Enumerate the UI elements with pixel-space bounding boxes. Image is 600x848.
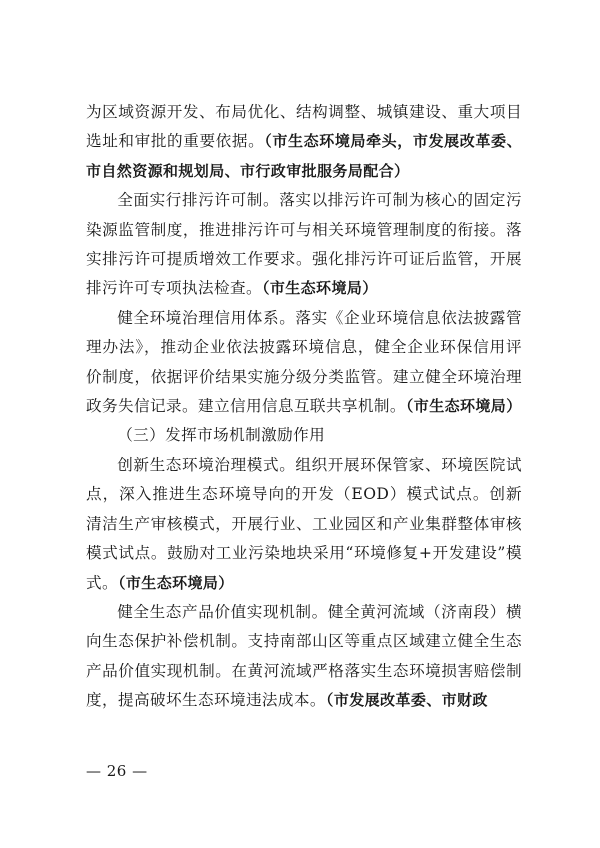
paragraph-2-responsibility: （市生态环境局）: [261, 279, 378, 298]
paragraph-5-text: 健全生态产品价值实现机制。健全黄河流域（济南段）横向生态保护补偿机制。支持南部山区等重点区域建立健全生态产品价值实现机制。在黄河流域严格落实生态环境损害赔偿制度，提高破坏生态环境违法成本。: [86, 602, 522, 710]
paragraph-1-responsibility: （市生态环境局牵头，市发展改革委、市自然资源和规划局、市行政审批服务局配合）: [86, 132, 522, 180]
paragraph-2-text: 全面实行排污许可制。落实以排污许可制为核心的固定污染源监管制度，推进排污许可与相关环境管理制度的衔接。落实排污许可提质增效工作要求。强化排污许可证后监管，开展排污许可专项执法检查。: [86, 191, 522, 298]
paragraph-3: [86, 304, 522, 422]
body-text: [86, 98, 522, 716]
paragraph-5: [86, 598, 522, 716]
section-heading: （三）发挥市场机制激励作用: [117, 426, 326, 445]
paragraph-4: [86, 451, 522, 598]
paragraph-3-text: 健全环境治理信用体系。落实《企业环境信息依法披露管理办法》，推动企业依法披露环境信息，健全企业环保信用评价制度，依据评价结果实施分级分类监管。建立健全环境治理政务失信记录。建立信用信息互联共享机制。: [86, 308, 522, 416]
page-number: — 26 —: [86, 762, 148, 780]
paragraph-2: [86, 186, 522, 304]
paragraph-5-responsibility: （市发展改革委、市财政: [325, 691, 488, 710]
paragraph-1-text: 为区域资源开发、布局优化、结构调整、城镇建设、重大项目选址和审批的重要依据。: [86, 103, 522, 151]
paragraph-4-responsibility: （市生态环境局）: [118, 573, 234, 592]
paragraph-1: [86, 98, 522, 186]
paragraph-4-text: 创新生态环境治理模式。组织开展环保管家、环境医院试点，深入推进生态环境导向的开发（EOD）模式试点。创新清洁生产审核模式，开展行业、工业园区和产业集群整体审核模式试点。鼓励对工业污染地块采用“环境修复+开发建设”模式。: [86, 455, 522, 592]
paragraph-3-responsibility: （市生态环境局）: [405, 397, 522, 416]
